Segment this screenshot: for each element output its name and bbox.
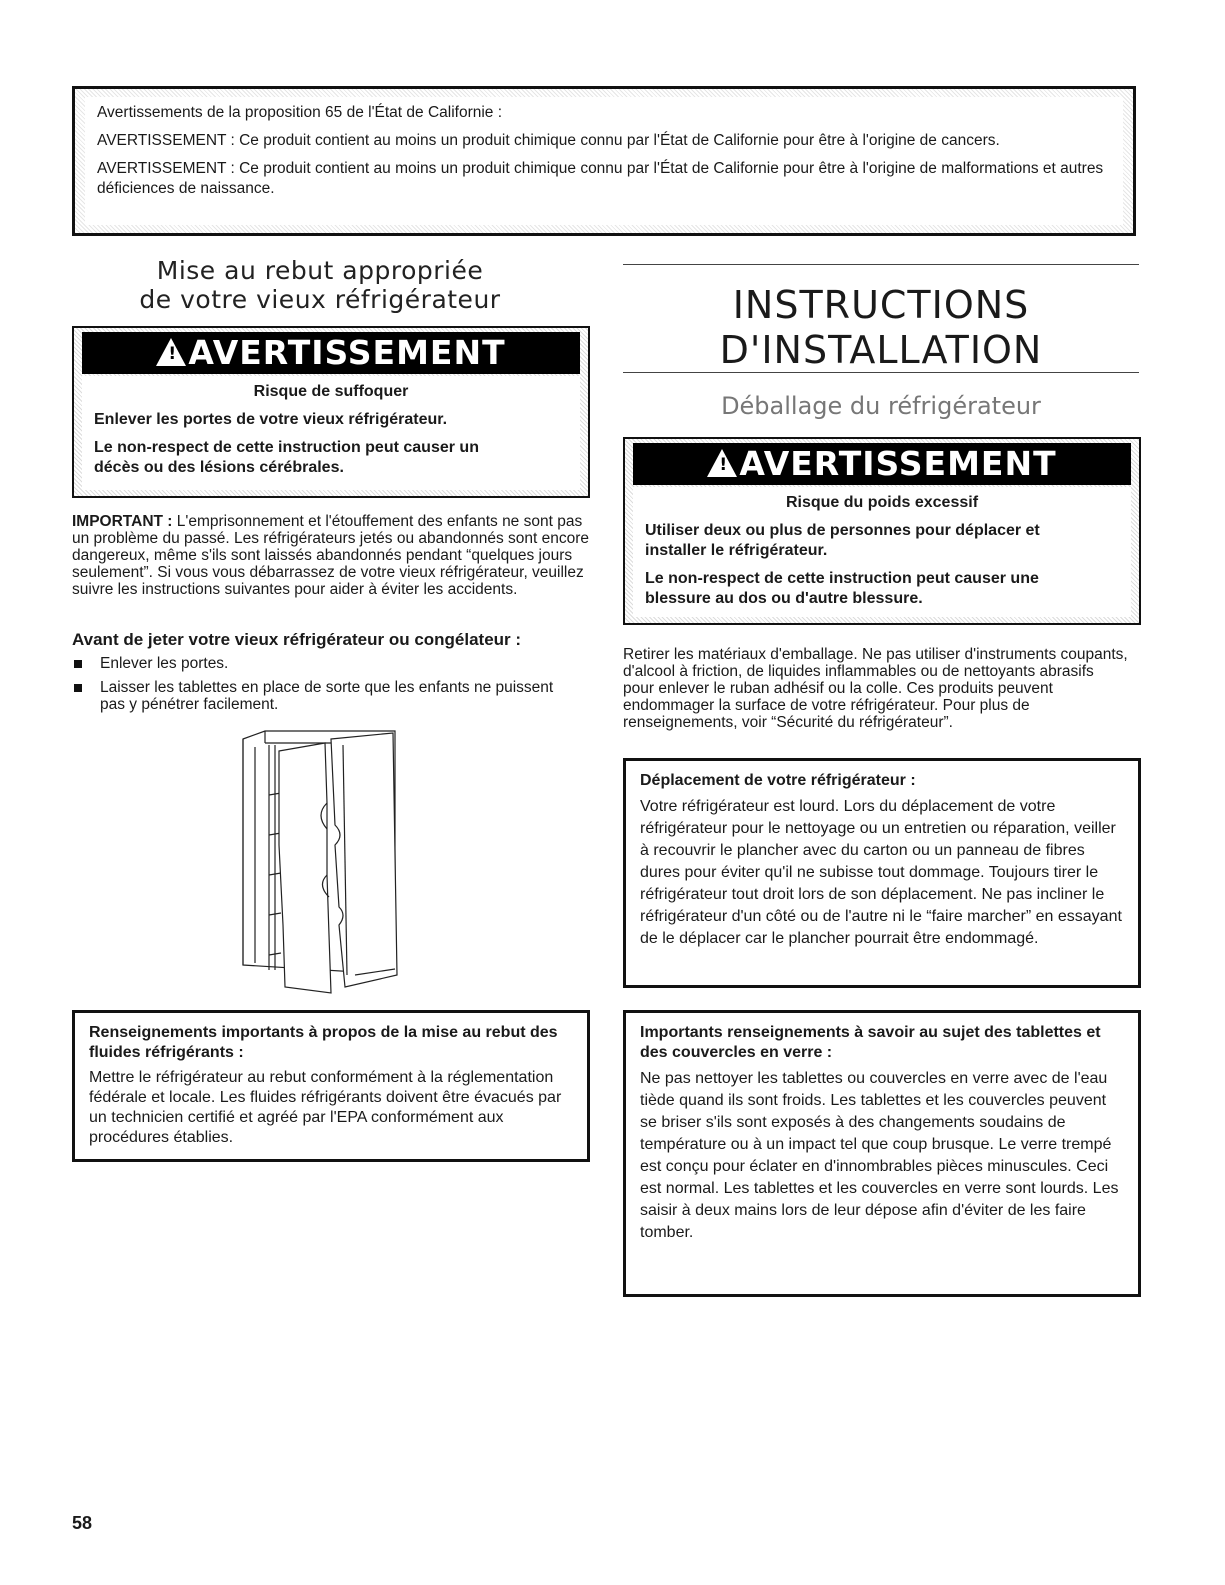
warning-banner-label: AVERTISSEMENT [739,444,1057,483]
warning-triangle-icon [707,449,737,477]
refrigerant-info-body: Mettre le réfrigérateur au rebut conformément à la réglementation fédérale et locale. Les fluides réfrigérants doivent être évacués par un technicien certifié et agréé par l'EPA conformément aux procédures établies. [89,1069,562,1146]
excessive-weight-warning-box [623,437,1141,625]
disposal-heading-line2: de votre vieux réfrigérateur [139,285,501,314]
refrigerator-doors-removed-illustration [235,725,415,995]
suffocation-warning-box [72,326,590,498]
page-number: 58 [72,1513,93,1533]
warning-body [82,376,580,490]
warning-triangle-icon [156,338,186,366]
section-bottom-rule [623,372,1139,373]
warning-line: Utiliser deux ou plus de personnes pour déplacer et installer le réfrigérateur. [645,522,1040,559]
glass-info-heading: Importants renseignements à savoir au sujet des tablettes et des couvercles en verre : [640,1024,1101,1061]
list-item: Laisser les tablettes en place de sorte que les enfants ne puissent pas y pénétrer facilement. [72,679,562,713]
disposal-heading [110,256,530,314]
warning-banner [82,332,580,374]
section-top-rule [623,264,1139,265]
warning-body [633,487,1131,617]
moving-info-body: Votre réfrigérateur est lourd. Lors du déplacement de votre réfrigérateur pour le nettoyage ou un entretien ou réparation, veiller à recouvrir le plancher avec du carton ou un panneau de fibres dures pour éviter qu'il ne subisse tout dommage. Toujours tirer le réfrigérateur tout droit lors de son déplacement. Ne pas incliner le réfrigérateur d'un côté ou de l'autre ni le “faire marcher” en essayant de le déplacer car le plancher pourrait être endommagé. [640,798,1122,947]
before-discarding-heading: Avant de jeter votre vieux réfrigérateur ou congélateur : [72,630,522,649]
prop65-intro: Avertissements de la proposition 65 de l'État de Californie : [97,104,503,121]
installation-heading-line2: D'INSTALLATION [719,328,1043,372]
list-item: Enlever les portes. [72,655,562,672]
warning-consequence: Le non-respect de cette instruction peut causer un décès ou des lésions cérébrales. [94,439,479,476]
warning-line: Enlever les portes de votre vieux réfrigérateur. [94,411,448,428]
warning-title: Risque du poids excessif [785,494,979,511]
glass-shelves-info-box [623,1010,1141,1297]
prop65-warning-birth-defects: AVERTISSEMENT : Ce produit contient au moins un produit chimique connu par l'État de Californie pour être à l'origine de malformations et autres déficiences de naissance. [97,160,1104,197]
refrigerant-disposal-info-box [72,1010,590,1162]
prop65-content [85,97,1123,225]
unpacking-subheading: Déballage du réfrigérateur [721,392,1041,420]
disposal-steps-list [72,655,562,720]
unpacking-paragraph: Retirer les matériaux d'emballage. Ne pas utiliser d'instruments coupants, d'alcool à friction, de liquides inflammables ou de nettoyants abrasifs pour enlever le ruban adhésif ou la colle. Ces produits peuvent endommager la surface de votre réfrigérateur. Pour plus de renseignements, voir “Sécurité du réfrigérateur”. [623,646,1128,731]
warning-title: Risque de suffoquer [253,383,409,400]
moving-info-heading: Déplacement de votre réfrigérateur : [640,772,916,789]
prop65-warning-cancer: AVERTISSEMENT : Ce produit contient au moins un produit chimique connu par l'État de Californie pour être à l'origine de cancers. [97,132,1000,149]
important-paragraph [72,513,592,598]
warning-consequence: Le non-respect de cette instruction peut causer une blessure au dos ou d'autre blessure. [645,570,1039,607]
installation-instructions-heading [623,283,1139,373]
moving-refrigerator-info-box [623,758,1141,988]
glass-info-body: Ne pas nettoyer les tablettes ou couvercles en verre avec de l'eau tiède quand ils sont froids. Les tablettes et les couvercles peuvent se briser s'ils sont exposés à des changements soudains de température ou à un impact tel que coup brusque. Le verre trempé est conçu pour éclater en d'innombrables pièces minuscules. Ceci est normal. Les tablettes et les couvercles en verre sont lourds. Les saisir à deux mains lors de leur dépose afin d'éviter de les faire tomber. [640,1070,1119,1241]
important-text: L'emprisonnement et l'étouffement des enfants ne sont pas un problème du passé. Les réfrigérateurs jetés ou abandonnés sont encore dangereux, même s'ils sont laissés abandonnés pendant “quelques jours seulement”. Si vous vous débarrassez de votre vieux réfrigérateur, veuillez suivre les instructions suivantes pour aider à éviter les accidents. [72,513,590,598]
refrigerant-info-heading: Renseignements importants à propos de la mise au rebut des fluides réfrigérants : [89,1024,558,1061]
installation-heading-line1: INSTRUCTIONS [732,283,1030,327]
prop65-warning-box [72,86,1136,236]
important-label: IMPORTANT : [72,513,173,530]
warning-banner-label: AVERTISSEMENT [188,333,506,372]
disposal-heading-line1: Mise au rebut appropriée [156,256,484,285]
warning-banner [633,443,1131,485]
